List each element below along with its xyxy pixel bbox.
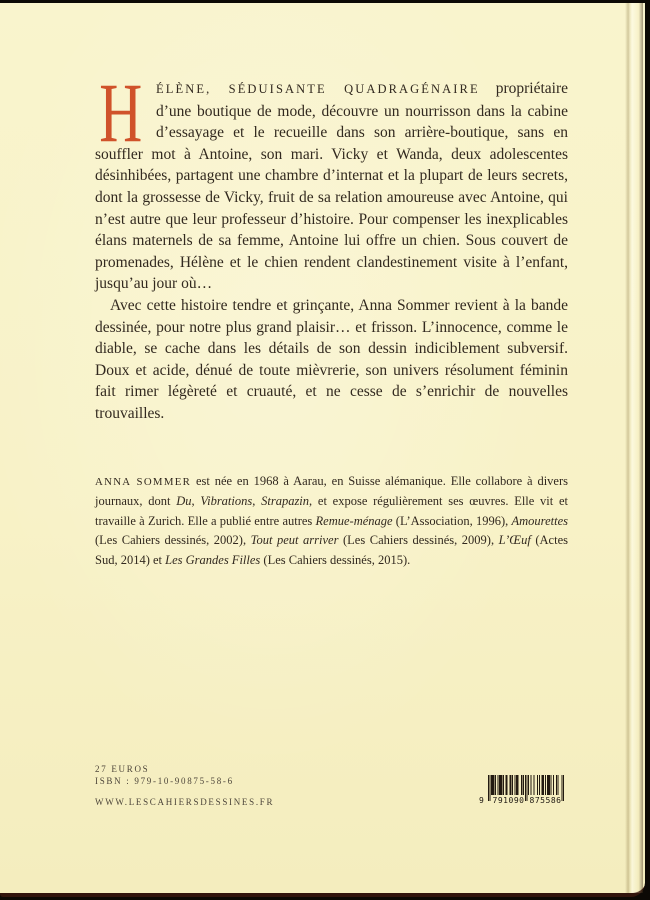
synopsis-paragraph-1 (95, 66, 568, 295)
back-cover (0, 3, 645, 897)
bio-segment: Du (176, 494, 192, 509)
website-label: WWW.LESCAHIERSDESSINES.FR (95, 797, 275, 807)
synopsis-paragraph-2: Avec cette histoire tendre et grinçante, Anna Sommer revient à la bande dessinée, pour notre plus grand plaisir… et frisson. L’innocence, comme le diable, se cache dans les détails de son dessin indiciblement subversif. Doux et acide, dénué de toute mièvrerie, son univers résolument féminin fait rimer légèreté et cruauté, et ne cesse de s’enrichir de nouvelles trouvailles. (95, 296, 568, 422)
isbn-label: ISBN : 979-10-90875-58-6 (95, 776, 234, 786)
bio-segment: (Les Cahiers dessinés, 2015). (260, 552, 411, 567)
bio-segment: Strapazin (261, 494, 310, 509)
dropcap-letter: H (99, 66, 143, 160)
price-label: 27 EUROS (95, 764, 150, 774)
barcode-group-left: 791090 (492, 796, 525, 805)
bio-segment: Remue-ménage (315, 513, 393, 528)
bio-segment: ANNA SOMMER (95, 475, 192, 488)
bio-segment: (L’Association, 1996), (392, 513, 512, 528)
bio-segment: (Actes Sud, 2014) et (95, 533, 568, 567)
barcode-digit-first: 9 (479, 796, 484, 805)
bio-segment: Les Grandes Filles (165, 552, 261, 567)
imprint-block (95, 763, 274, 808)
bio-segment: Vibrations (200, 494, 253, 509)
bio-segment: (Les Cahiers dessinés, 2002), (95, 533, 251, 548)
synopsis-text: propriétaire d’une boutique de mode, découvre un nourrisson dans la cabine d’essayage et le recueille dans son arrière-boutique, sans en souffler mot à Antoine, son mari. Vicky et Wanda, deux adolescentes désinhibées, partagent une chambre d’internat et la plupart de leurs secrets, dont la grossesse de Vicky, fruit de sa relation amoureuse avec Antoine, qui n’est autre que leur professeur d’histoire. Pour compenser les inexplicables élans maternels de sa femme, Antoine lui offre un chien. Sous couvert de promenades, Hélène et le chien rendent clandestinement visite à l’enfant, jusqu’au jour où… (95, 80, 568, 293)
bio-segment: , (191, 494, 201, 509)
bio-segment: Amourettes (511, 513, 568, 528)
page-edge-highlight (632, 3, 643, 893)
text-column (95, 66, 568, 570)
bio-segment: (Les Cahiers dessinés, 2009), (338, 533, 499, 548)
opening-small-caps: ÉLÈNE, SÉDUISANTE QUADRAGÉNAIRE (156, 82, 480, 96)
barcode-digits (479, 795, 565, 806)
barcode (479, 775, 565, 809)
bio-segment: Tout peut arriver (250, 533, 339, 548)
author-bio (95, 472, 568, 571)
bio-segment: , (252, 494, 262, 509)
bio-segment: L’Œuf (498, 533, 531, 548)
bio-segment: , et expose régulièrement ses œuvres. Elle vit et travaille à Zurich. Elle a publié entre autres (95, 494, 568, 528)
cover-crease-shadow (625, 3, 632, 893)
barcode-group-right: 875586 (529, 796, 562, 805)
bio-segment: est née en 1968 à Aarau, en Suisse alémanique. Elle collabore à divers journaux, dont (95, 473, 568, 509)
